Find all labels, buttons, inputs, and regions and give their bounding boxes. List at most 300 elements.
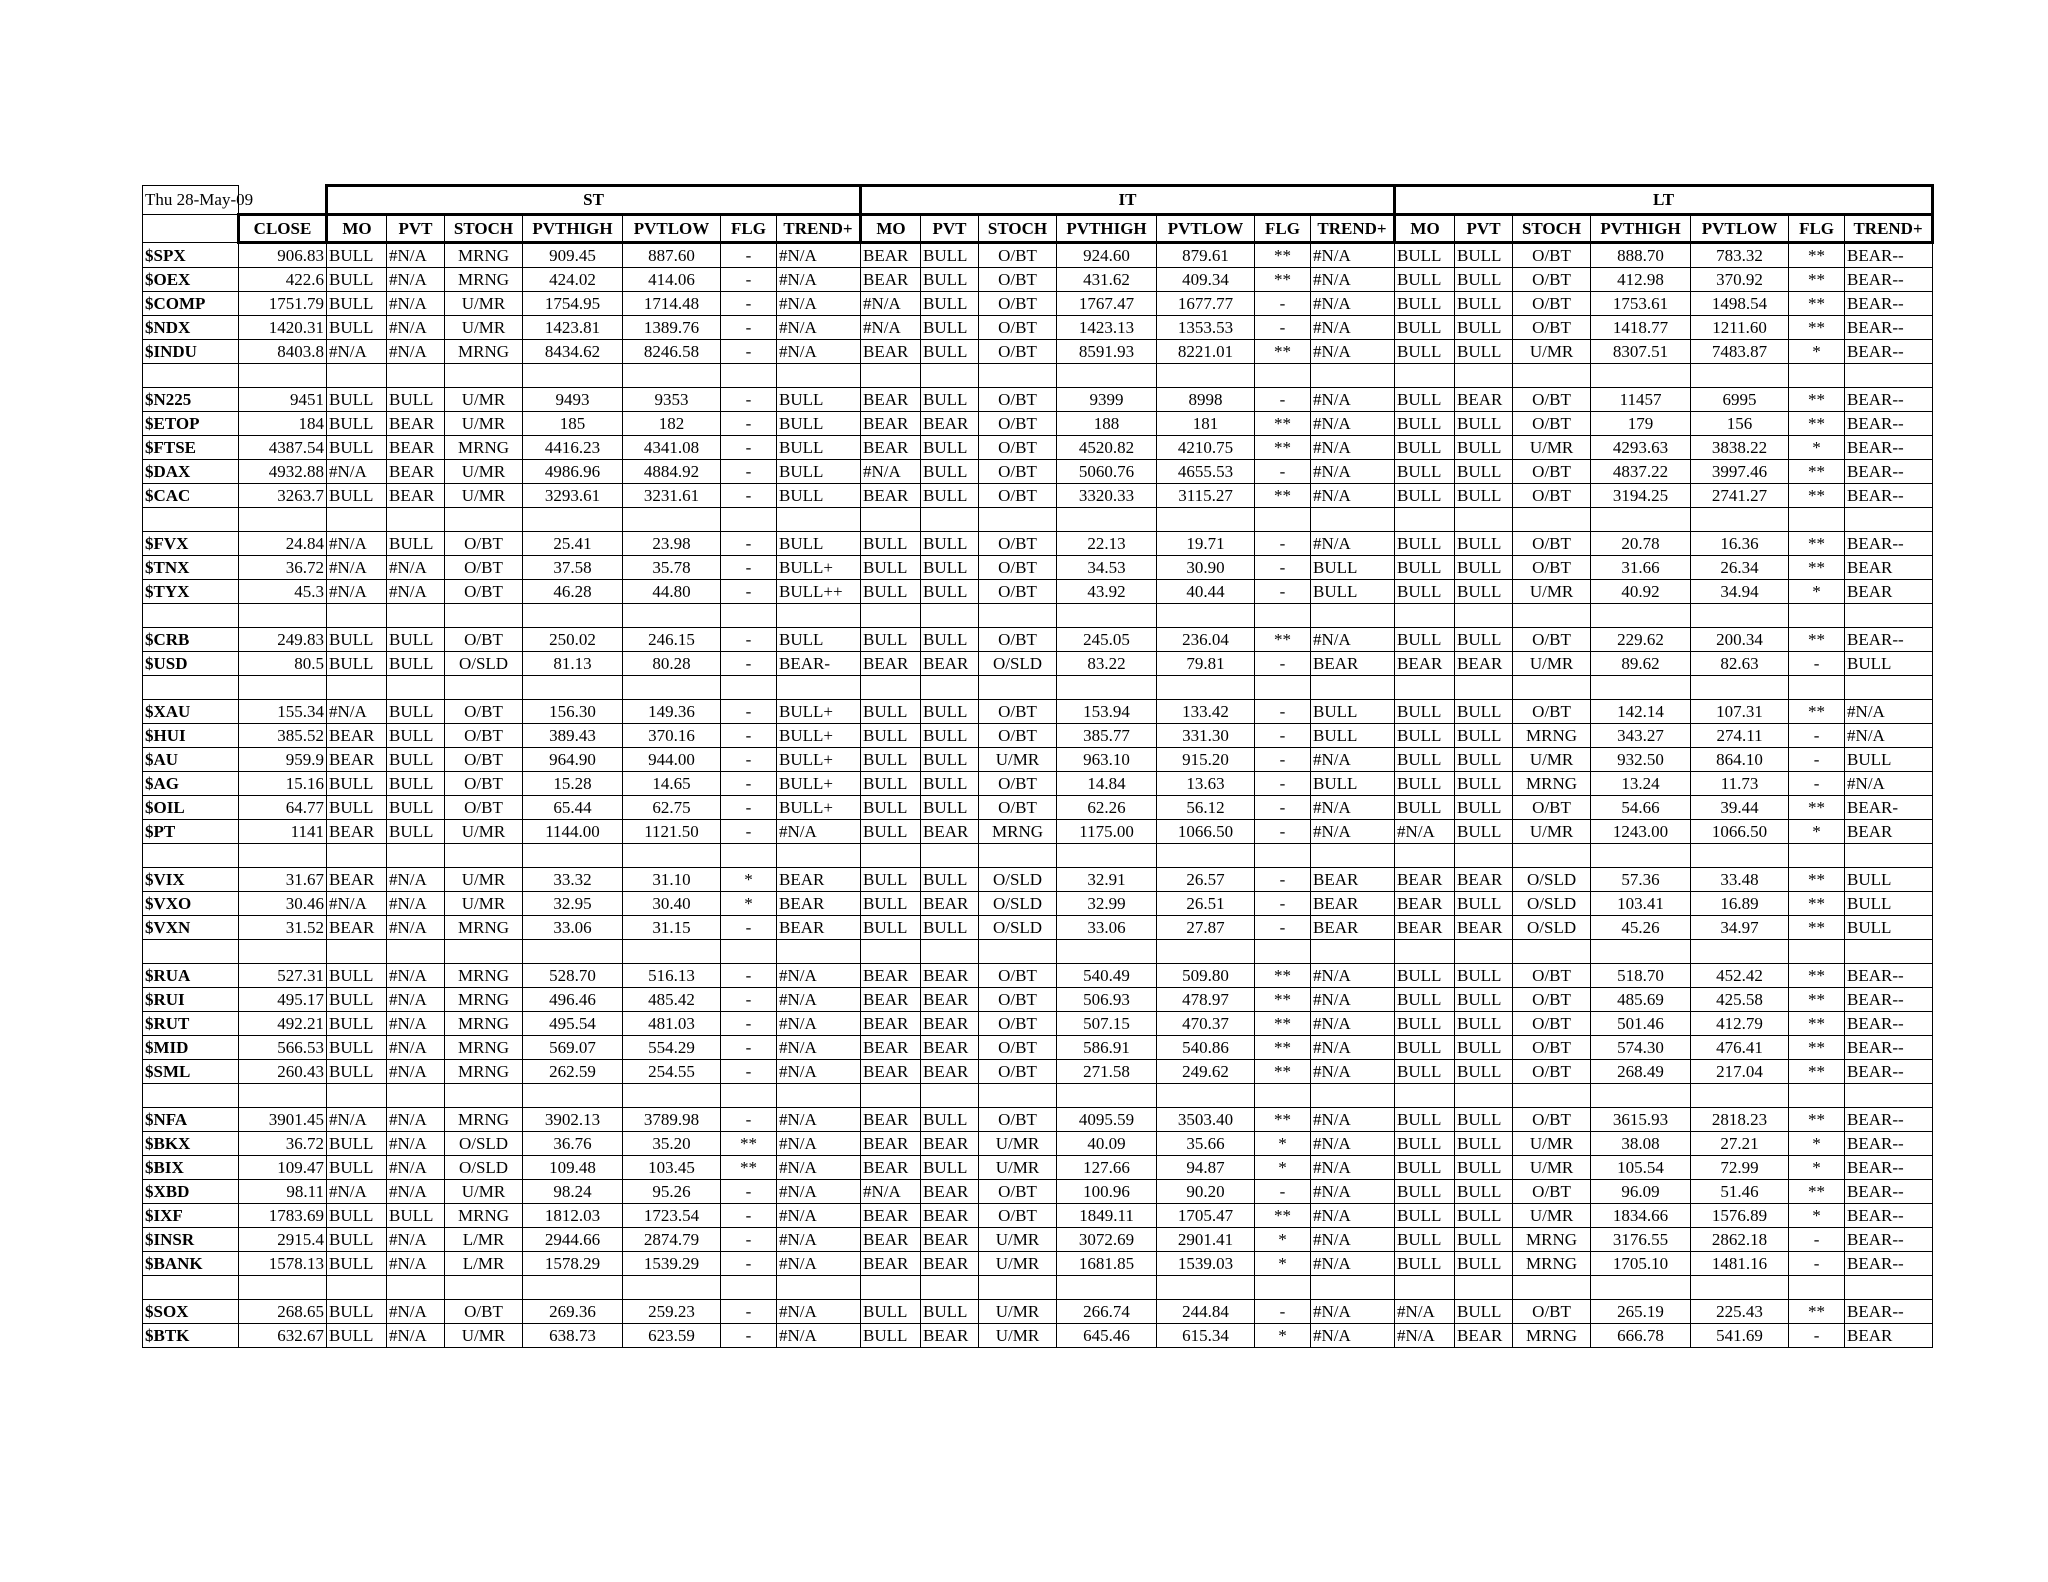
empty-cell	[721, 364, 777, 388]
it-flg-cell: -	[1255, 1300, 1311, 1324]
lt-flg-cell: -	[1789, 1252, 1845, 1276]
st-pvtlow-cell: 62.75	[623, 796, 721, 820]
st-pvt-cell: BULL	[387, 796, 445, 820]
st-trend-cell: BULL	[777, 388, 861, 412]
symbol-cell: $ETOP	[143, 412, 239, 436]
lt-pvtlow-cell: 225.43	[1691, 1300, 1789, 1324]
table-row	[143, 748, 1933, 772]
empty-cell	[861, 508, 921, 532]
lt-stoch-cell: O/BT	[1513, 628, 1591, 652]
lt-stoch-cell: O/BT	[1513, 412, 1591, 436]
it-stoch-cell: O/BT	[979, 700, 1057, 724]
empty-cell	[777, 364, 861, 388]
empty-cell	[1455, 508, 1513, 532]
it-stoch-cell: O/BT	[979, 1060, 1057, 1084]
empty-cell	[1395, 508, 1455, 532]
lt-mo-cell: BULL	[1395, 268, 1455, 292]
it-pvt-header: PVT	[921, 215, 979, 243]
st-stoch-cell: O/BT	[445, 628, 523, 652]
empty-cell	[721, 940, 777, 964]
lt-pvt-header: PVT	[1455, 215, 1513, 243]
st-pvt-cell: BEAR	[387, 436, 445, 460]
it-trend-cell: #N/A	[1311, 1180, 1395, 1204]
st-pvt-cell: #N/A	[387, 1036, 445, 1060]
empty-cell	[861, 844, 921, 868]
it-flg-cell: *	[1255, 1252, 1311, 1276]
it-flg-cell: **	[1255, 484, 1311, 508]
it-flg-cell: -	[1255, 292, 1311, 316]
st-pvt-cell: BEAR	[387, 412, 445, 436]
empty-cell	[979, 508, 1057, 532]
table-row	[143, 700, 1933, 724]
st-mo-cell: BULL	[327, 412, 387, 436]
lt-mo-cell: BULL	[1395, 1108, 1455, 1132]
it-pvthigh-cell: 4095.59	[1057, 1108, 1157, 1132]
table-row	[143, 628, 1933, 652]
table-row	[143, 1012, 1933, 1036]
lt-pvthigh-cell: 412.98	[1591, 268, 1691, 292]
empty-cell	[1255, 1276, 1311, 1300]
group-st-header: ST	[327, 186, 861, 215]
symbol-cell: $XAU	[143, 700, 239, 724]
lt-pvt-cell: BULL	[1455, 1060, 1513, 1084]
it-pvthigh-cell: 33.06	[1057, 916, 1157, 940]
empty-cell	[327, 364, 387, 388]
close-cell: 249.83	[239, 628, 327, 652]
lt-pvthigh-cell: 4837.22	[1591, 460, 1691, 484]
lt-mo-cell: BULL	[1395, 1252, 1455, 1276]
st-mo-cell: BULL	[327, 988, 387, 1012]
empty-cell	[1255, 508, 1311, 532]
it-mo-cell: BEAR	[861, 1156, 921, 1180]
it-mo-header: MO	[861, 215, 921, 243]
lt-flg-cell: *	[1789, 1156, 1845, 1180]
it-stoch-cell: O/BT	[979, 772, 1057, 796]
empty-cell	[523, 676, 623, 700]
it-trend-cell: #N/A	[1311, 628, 1395, 652]
it-stoch-cell: O/BT	[979, 724, 1057, 748]
table-row	[143, 1180, 1933, 1204]
it-trend-cell: #N/A	[1311, 243, 1395, 268]
lt-flg-cell: **	[1789, 964, 1845, 988]
lt-mo-cell: BULL	[1395, 964, 1455, 988]
it-flg-cell: -	[1255, 388, 1311, 412]
empty-cell	[1157, 676, 1255, 700]
table-row	[143, 1156, 1933, 1180]
lt-mo-cell: BULL	[1395, 1156, 1455, 1180]
close-cell: 1141	[239, 820, 327, 844]
lt-pvt-cell: BULL	[1455, 292, 1513, 316]
st-flg-cell: -	[721, 484, 777, 508]
st-mo-cell: BULL	[327, 484, 387, 508]
st-stoch-cell: O/BT	[445, 724, 523, 748]
it-stoch-cell: O/BT	[979, 556, 1057, 580]
table-row	[143, 316, 1933, 340]
lt-mo-cell: #N/A	[1395, 820, 1455, 844]
st-flg-cell: **	[721, 1132, 777, 1156]
empty-cell	[861, 676, 921, 700]
empty-cell	[387, 844, 445, 868]
st-mo-cell: BEAR	[327, 916, 387, 940]
empty-cell	[777, 508, 861, 532]
empty-cell	[1395, 844, 1455, 868]
st-trend-cell: #N/A	[777, 243, 861, 268]
it-mo-cell: BULL	[861, 892, 921, 916]
symbol-cell: $N225	[143, 388, 239, 412]
st-stoch-cell: MRNG	[445, 964, 523, 988]
symbol-cell: $AU	[143, 748, 239, 772]
lt-trend-cell: BEAR--	[1845, 1060, 1933, 1084]
it-pvthigh-cell: 127.66	[1057, 1156, 1157, 1180]
lt-pvthigh-header: PVTHIGH	[1591, 215, 1691, 243]
it-pvt-cell: BULL	[921, 292, 979, 316]
empty-cell	[979, 940, 1057, 964]
lt-mo-cell: BEAR	[1395, 652, 1455, 676]
st-pvtlow-cell: 2874.79	[623, 1228, 721, 1252]
close-cell: 1783.69	[239, 1204, 327, 1228]
symbol-cell: $PT	[143, 820, 239, 844]
st-stoch-cell: U/MR	[445, 1180, 523, 1204]
st-trend-header: TREND+	[777, 215, 861, 243]
empty-cell	[327, 604, 387, 628]
st-mo-cell: BULL	[327, 1252, 387, 1276]
lt-flg-cell: **	[1789, 460, 1845, 484]
st-pvtlow-cell: 259.23	[623, 1300, 721, 1324]
lt-stoch-header: STOCH	[1513, 215, 1591, 243]
it-mo-cell: BEAR	[861, 484, 921, 508]
symbol-cell: $TNX	[143, 556, 239, 580]
lt-pvt-cell: BULL	[1455, 772, 1513, 796]
close-cell: 492.21	[239, 1012, 327, 1036]
it-pvtlow-cell: 540.86	[1157, 1036, 1255, 1060]
lt-pvthigh-cell: 96.09	[1591, 1180, 1691, 1204]
it-flg-cell: -	[1255, 460, 1311, 484]
empty-cell	[1255, 844, 1311, 868]
lt-stoch-cell: O/SLD	[1513, 868, 1591, 892]
it-stoch-cell: O/SLD	[979, 868, 1057, 892]
it-trend-cell: #N/A	[1311, 796, 1395, 820]
lt-flg-cell: **	[1789, 292, 1845, 316]
it-trend-cell: #N/A	[1311, 1204, 1395, 1228]
empty-cell	[1455, 1276, 1513, 1300]
lt-mo-cell: BEAR	[1395, 892, 1455, 916]
st-flg-cell: -	[721, 700, 777, 724]
st-flg-cell: -	[721, 1204, 777, 1228]
it-trend-cell: #N/A	[1311, 460, 1395, 484]
table-row	[143, 796, 1933, 820]
empty-cell	[979, 844, 1057, 868]
close-cell: 260.43	[239, 1060, 327, 1084]
st-pvt-cell: #N/A	[387, 316, 445, 340]
st-stoch-cell: O/BT	[445, 532, 523, 556]
st-flg-cell: -	[721, 820, 777, 844]
empty-cell	[1455, 604, 1513, 628]
symbol-cell: $OEX	[143, 268, 239, 292]
it-pvtlow-header: PVTLOW	[1157, 215, 1255, 243]
it-pvtlow-cell: 615.34	[1157, 1324, 1255, 1348]
empty-cell	[1845, 940, 1933, 964]
st-mo-cell: BULL	[327, 388, 387, 412]
it-stoch-cell: O/SLD	[979, 892, 1057, 916]
st-flg-cell: -	[721, 1036, 777, 1060]
it-mo-cell: BEAR	[861, 1204, 921, 1228]
lt-pvt-cell: BEAR	[1455, 868, 1513, 892]
symbol-cell: $NFA	[143, 1108, 239, 1132]
lt-pvthigh-cell: 45.26	[1591, 916, 1691, 940]
symbol-cell: $RUI	[143, 988, 239, 1012]
empty-cell	[1513, 844, 1591, 868]
st-pvtlow-cell: 80.28	[623, 652, 721, 676]
it-trend-cell: #N/A	[1311, 268, 1395, 292]
st-pvt-cell: #N/A	[387, 580, 445, 604]
close-cell: 4932.88	[239, 460, 327, 484]
it-pvtlow-cell: 470.37	[1157, 1012, 1255, 1036]
lt-pvtlow-cell: 2818.23	[1691, 1108, 1789, 1132]
lt-mo-cell: BULL	[1395, 1060, 1455, 1084]
st-trend-cell: BULL	[777, 436, 861, 460]
it-mo-cell: BEAR	[861, 1012, 921, 1036]
it-pvt-cell: BULL	[921, 460, 979, 484]
lt-pvt-cell: BULL	[1455, 532, 1513, 556]
lt-stoch-cell: O/BT	[1513, 700, 1591, 724]
it-pvt-cell: BEAR	[921, 1036, 979, 1060]
it-pvtlow-cell: 3503.40	[1157, 1108, 1255, 1132]
it-trend-cell: #N/A	[1311, 1228, 1395, 1252]
empty-cell	[387, 1276, 445, 1300]
it-stoch-cell: O/BT	[979, 796, 1057, 820]
st-pvthigh-cell: 1754.95	[523, 292, 623, 316]
st-mo-cell: BEAR	[327, 820, 387, 844]
empty-cell	[979, 604, 1057, 628]
it-pvthigh-cell: 9399	[1057, 388, 1157, 412]
empty-cell	[623, 844, 721, 868]
st-pvt-cell: #N/A	[387, 868, 445, 892]
st-pvtlow-cell: 35.20	[623, 1132, 721, 1156]
st-trend-cell: BULL+	[777, 700, 861, 724]
it-mo-cell: BEAR	[861, 1132, 921, 1156]
st-mo-cell: #N/A	[327, 1108, 387, 1132]
st-stoch-cell: MRNG	[445, 1204, 523, 1228]
table-row	[143, 892, 1933, 916]
empty-cell	[1255, 676, 1311, 700]
lt-pvtlow-cell: 2862.18	[1691, 1228, 1789, 1252]
section-spacer-row	[143, 364, 1933, 388]
close-cell: 45.3	[239, 580, 327, 604]
it-stoch-cell: O/BT	[979, 292, 1057, 316]
empty-cell	[1789, 1084, 1845, 1108]
st-mo-cell: BEAR	[327, 868, 387, 892]
st-stoch-cell: U/MR	[445, 292, 523, 316]
it-pvthigh-cell: 62.26	[1057, 796, 1157, 820]
st-mo-cell: BULL	[327, 436, 387, 460]
lt-pvthigh-cell: 142.14	[1591, 700, 1691, 724]
table-row	[143, 580, 1933, 604]
lt-mo-cell: #N/A	[1395, 1300, 1455, 1324]
st-stoch-cell: O/BT	[445, 580, 523, 604]
lt-stoch-cell: O/BT	[1513, 532, 1591, 556]
close-cell: 4387.54	[239, 436, 327, 460]
lt-pvt-cell: BULL	[1455, 436, 1513, 460]
lt-stoch-cell: O/BT	[1513, 460, 1591, 484]
st-pvtlow-cell: 414.06	[623, 268, 721, 292]
lt-flg-cell: -	[1789, 772, 1845, 796]
st-stoch-cell: MRNG	[445, 916, 523, 940]
symbol-cell: $USD	[143, 652, 239, 676]
empty-cell	[1455, 940, 1513, 964]
st-pvtlow-cell: 103.45	[623, 1156, 721, 1180]
lt-pvthigh-cell: 20.78	[1591, 532, 1691, 556]
empty-cell	[1311, 1084, 1395, 1108]
it-pvthigh-cell: 1767.47	[1057, 292, 1157, 316]
lt-pvthigh-cell: 89.62	[1591, 652, 1691, 676]
lt-pvthigh-cell: 343.27	[1591, 724, 1691, 748]
lt-flg-cell: **	[1789, 316, 1845, 340]
st-pvtlow-cell: 30.40	[623, 892, 721, 916]
lt-pvthigh-cell: 8307.51	[1591, 340, 1691, 364]
lt-stoch-cell: O/BT	[1513, 796, 1591, 820]
it-pvtlow-cell: 94.87	[1157, 1156, 1255, 1180]
table-row	[143, 436, 1933, 460]
it-pvthigh-cell: 540.49	[1057, 964, 1157, 988]
st-mo-cell: BULL	[327, 652, 387, 676]
empty-cell	[1845, 1276, 1933, 1300]
table-row	[143, 1324, 1933, 1348]
lt-flg-cell: *	[1789, 436, 1845, 460]
it-mo-cell: BEAR	[861, 1060, 921, 1084]
st-pvthigh-cell: 250.02	[523, 628, 623, 652]
it-flg-cell: *	[1255, 1324, 1311, 1348]
lt-pvtlow-cell: 33.48	[1691, 868, 1789, 892]
empty-cell	[387, 508, 445, 532]
symbol-cell: $FVX	[143, 532, 239, 556]
st-pvtlow-cell: 14.65	[623, 772, 721, 796]
lt-pvt-cell: BULL	[1455, 1012, 1513, 1036]
empty-cell	[979, 1084, 1057, 1108]
empty-cell	[239, 844, 327, 868]
empty-cell	[623, 1276, 721, 1300]
table-row	[143, 820, 1933, 844]
it-flg-cell: **	[1255, 964, 1311, 988]
table-row	[143, 268, 1933, 292]
it-flg-cell: **	[1255, 1012, 1311, 1036]
empty-cell	[1691, 1276, 1789, 1300]
it-stoch-cell: O/BT	[979, 460, 1057, 484]
st-pvtlow-cell: 44.80	[623, 580, 721, 604]
st-trend-cell: BULL+	[777, 724, 861, 748]
st-pvthigh-cell: 4416.23	[523, 436, 623, 460]
empty-cell	[239, 604, 327, 628]
st-pvthigh-cell: 46.28	[523, 580, 623, 604]
st-pvthigh-cell: 185	[523, 412, 623, 436]
it-mo-cell: BEAR	[861, 964, 921, 988]
st-pvtlow-cell: 1389.76	[623, 316, 721, 340]
st-stoch-cell: MRNG	[445, 1060, 523, 1084]
empty-cell	[1845, 676, 1933, 700]
it-mo-cell: BULL	[861, 580, 921, 604]
lt-pvt-cell: BULL	[1455, 724, 1513, 748]
it-mo-cell: BEAR	[861, 340, 921, 364]
it-mo-cell: BEAR	[861, 1228, 921, 1252]
empty-cell	[1591, 604, 1691, 628]
st-pvthigh-cell: 496.46	[523, 988, 623, 1012]
empty-cell	[445, 1276, 523, 1300]
lt-trend-cell: BEAR--	[1845, 1036, 1933, 1060]
it-flg-cell: -	[1255, 316, 1311, 340]
it-mo-cell: BULL	[861, 796, 921, 820]
it-mo-cell: BULL	[861, 1300, 921, 1324]
lt-pvt-cell: BULL	[1455, 892, 1513, 916]
st-stoch-cell: O/BT	[445, 772, 523, 796]
it-trend-cell: #N/A	[1311, 1108, 1395, 1132]
empty-cell	[1845, 844, 1933, 868]
it-mo-cell: BEAR	[861, 268, 921, 292]
lt-stoch-cell: U/MR	[1513, 748, 1591, 772]
it-pvthigh-cell: 22.13	[1057, 532, 1157, 556]
it-pvt-cell: BULL	[921, 748, 979, 772]
lt-pvthigh-cell: 54.66	[1591, 796, 1691, 820]
empty-cell	[239, 508, 327, 532]
it-pvt-cell: BULL	[921, 772, 979, 796]
empty-cell	[623, 676, 721, 700]
st-pvtlow-cell: 3231.61	[623, 484, 721, 508]
symbol-cell: $AG	[143, 772, 239, 796]
it-flg-cell: -	[1255, 556, 1311, 580]
it-flg-cell: **	[1255, 1108, 1311, 1132]
it-stoch-cell: O/BT	[979, 1180, 1057, 1204]
it-pvthigh-cell: 1849.11	[1057, 1204, 1157, 1228]
empty-cell	[327, 676, 387, 700]
it-trend-cell: #N/A	[1311, 1012, 1395, 1036]
it-pvthigh-cell: 14.84	[1057, 772, 1157, 796]
it-pvtlow-cell: 409.34	[1157, 268, 1255, 292]
lt-stoch-cell: MRNG	[1513, 1252, 1591, 1276]
it-flg-cell: **	[1255, 412, 1311, 436]
st-trend-cell: #N/A	[777, 1228, 861, 1252]
lt-pvt-cell: BULL	[1455, 1156, 1513, 1180]
lt-stoch-cell: U/MR	[1513, 820, 1591, 844]
table-row	[143, 532, 1933, 556]
empty-cell	[1255, 364, 1311, 388]
st-mo-cell: BULL	[327, 964, 387, 988]
lt-pvt-cell: BULL	[1455, 580, 1513, 604]
st-stoch-cell: U/MR	[445, 460, 523, 484]
it-stoch-cell: U/MR	[979, 1228, 1057, 1252]
lt-pvt-cell: BULL	[1455, 748, 1513, 772]
st-pvthigh-cell: 495.54	[523, 1012, 623, 1036]
it-trend-cell: #N/A	[1311, 316, 1395, 340]
it-stoch-cell: O/BT	[979, 268, 1057, 292]
empty-cell	[1691, 364, 1789, 388]
st-pvt-cell: #N/A	[387, 1252, 445, 1276]
st-trend-cell: #N/A	[777, 316, 861, 340]
it-pvt-cell: BULL	[921, 580, 979, 604]
st-stoch-cell: MRNG	[445, 436, 523, 460]
st-trend-cell: BULL++	[777, 580, 861, 604]
lt-mo-cell: BULL	[1395, 724, 1455, 748]
lt-pvthigh-cell: 229.62	[1591, 628, 1691, 652]
lt-pvthigh-cell: 40.92	[1591, 580, 1691, 604]
lt-pvt-cell: BULL	[1455, 796, 1513, 820]
lt-trend-cell: BULL	[1845, 916, 1933, 940]
lt-pvt-cell: BULL	[1455, 460, 1513, 484]
close-cell: 1751.79	[239, 292, 327, 316]
st-mo-cell: BULL	[327, 772, 387, 796]
it-mo-cell: BEAR	[861, 652, 921, 676]
lt-stoch-cell: O/SLD	[1513, 916, 1591, 940]
lt-pvtlow-cell: 39.44	[1691, 796, 1789, 820]
st-pvthigh-cell: 25.41	[523, 532, 623, 556]
st-pvt-cell: #N/A	[387, 1228, 445, 1252]
